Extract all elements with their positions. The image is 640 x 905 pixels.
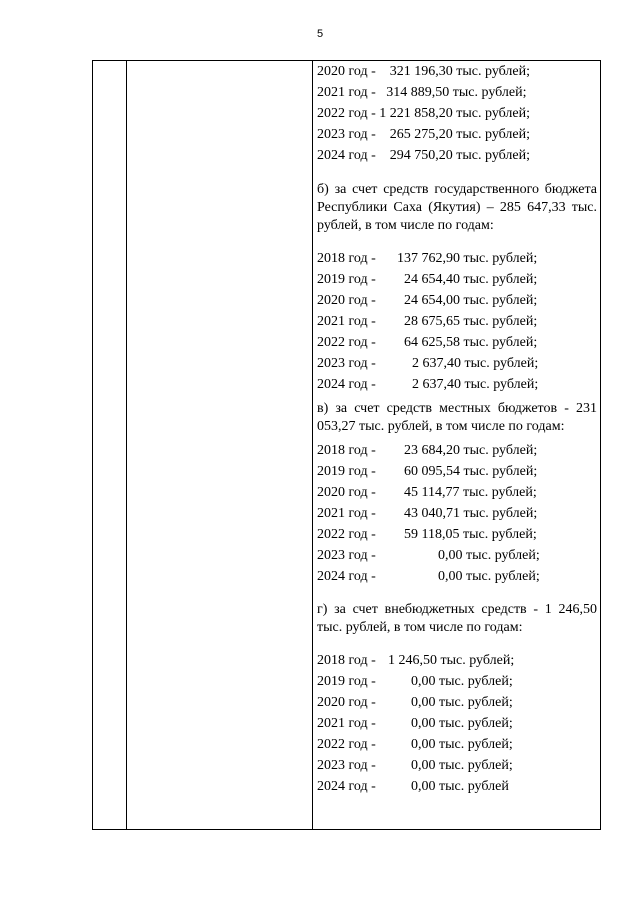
local-budget-years bbox=[317, 440, 597, 587]
year-row bbox=[317, 353, 597, 374]
year-label: 2022 год - bbox=[317, 737, 376, 752]
amount-value: 0,00 тыс. рублей; bbox=[411, 758, 513, 773]
year-row bbox=[317, 755, 597, 776]
column-divider-2 bbox=[312, 61, 313, 829]
amount-value: 2 637,40 тыс. рублей; bbox=[412, 377, 539, 392]
year-label: 2020 год - bbox=[317, 293, 376, 308]
year-label: 2018 год - bbox=[317, 251, 376, 266]
extrabudgetary-years bbox=[317, 650, 597, 797]
amount-value: 60 095,54 тыс. рублей; bbox=[404, 464, 538, 479]
year-label: 2019 год - bbox=[317, 464, 376, 479]
paragraph-extrabudgetary: г) за счет внебюджетных средств - 1 246,50 тыс. рублей, в том числе по годам: bbox=[317, 602, 597, 635]
year-row bbox=[317, 503, 597, 524]
funding-table bbox=[92, 60, 601, 830]
year-row bbox=[317, 311, 597, 332]
year-row bbox=[317, 440, 597, 461]
year-label: 2019 год - bbox=[317, 272, 376, 287]
year-label: 2021 год - bbox=[317, 506, 376, 521]
amount-value: 0,00 тыс. рублей bbox=[411, 779, 509, 794]
paragraph-local-budgets: в) за счет средств местных бюджетов - 231 053,27 тыс. рублей, в том числе по годам: bbox=[317, 401, 597, 434]
amount-value: 45 114,77 тыс. рублей; bbox=[404, 485, 537, 500]
year-row bbox=[317, 461, 597, 482]
amount-value: 59 118,05 тыс. рублей; bbox=[404, 527, 537, 542]
page-number: 5 bbox=[316, 28, 324, 40]
amount-value: 28 675,65 тыс. рублей; bbox=[404, 314, 538, 329]
year-row bbox=[317, 332, 597, 353]
year-row bbox=[317, 692, 597, 713]
amount-value: 0,00 тыс. рублей; bbox=[438, 548, 540, 563]
state-budget-years bbox=[317, 248, 597, 395]
amount-value: 1 246,50 тыс. рублей; bbox=[388, 653, 515, 668]
amount-value: 24 654,00 тыс. рублей; bbox=[404, 293, 538, 308]
year-row bbox=[317, 248, 597, 269]
funding-cell bbox=[317, 61, 597, 797]
amount-value: 0,00 тыс. рублей; bbox=[438, 569, 540, 584]
year-label: 2021 год - bbox=[317, 716, 376, 731]
year-label: 2023 год - bbox=[317, 758, 376, 773]
year-row bbox=[317, 290, 597, 311]
year-label: 2024 год - bbox=[317, 779, 376, 794]
year-label: 2021 год - bbox=[317, 314, 376, 329]
year-label: 2020 год - bbox=[317, 695, 376, 710]
amount-value: 0,00 тыс. рублей; bbox=[411, 737, 513, 752]
year-row bbox=[317, 650, 597, 671]
amount-value: 64 625,58 тыс. рублей; bbox=[404, 335, 538, 350]
year-row bbox=[317, 482, 597, 503]
amount-value: 0,00 тыс. рублей; bbox=[411, 674, 513, 689]
year-label: 2022 год - bbox=[317, 527, 376, 542]
year-label: 2023 год - bbox=[317, 356, 376, 371]
year-label: 2022 год - bbox=[317, 335, 376, 350]
year-row bbox=[317, 776, 597, 797]
year-row bbox=[317, 671, 597, 692]
year-row bbox=[317, 269, 597, 290]
year-label: 2024 год - bbox=[317, 569, 376, 584]
year-row bbox=[317, 524, 597, 545]
year-row bbox=[317, 566, 597, 587]
year-label: 2020 год - bbox=[317, 485, 376, 500]
year-row bbox=[317, 713, 597, 734]
year-label: 2023 год - bbox=[317, 548, 376, 563]
column-divider-1 bbox=[126, 61, 127, 829]
paragraph-state-budget: б) за счет средств государственного бюджета Республики Саха (Якутия) – 285 647,33 тыс. рублей, в том числе по годам: bbox=[317, 182, 597, 233]
amount-value: 0,00 тыс. рублей; bbox=[411, 716, 513, 731]
year-label: 2024 год - bbox=[317, 377, 376, 392]
amount-value: 137 762,90 тыс. рублей; bbox=[397, 251, 538, 266]
amount-value: 24 654,40 тыс. рублей; bbox=[404, 272, 538, 287]
year-label: 2019 год - bbox=[317, 674, 376, 689]
year-row bbox=[317, 734, 597, 755]
year-row: 2022 год - 1 221 858,20 тыс. рублей; bbox=[317, 106, 531, 121]
year-row bbox=[317, 545, 597, 566]
amount-value: 43 040,71 тыс. рублей; bbox=[404, 506, 538, 521]
year-row: 2021 год - 314 889,50 тыс. рублей; bbox=[317, 85, 527, 100]
year-row: 2020 год - 321 196,30 тыс. рублей; bbox=[317, 64, 531, 79]
year-row bbox=[317, 374, 597, 395]
federal-budget-years bbox=[317, 61, 597, 166]
amount-value: 23 684,20 тыс. рублей; bbox=[404, 443, 538, 458]
year-row: 2024 год - 294 750,20 тыс. рублей; bbox=[317, 148, 531, 163]
year-label: 2018 год - bbox=[317, 443, 376, 458]
amount-value: 0,00 тыс. рублей; bbox=[411, 695, 513, 710]
year-row: 2023 год - 265 275,20 тыс. рублей; bbox=[317, 127, 531, 142]
amount-value: 2 637,40 тыс. рублей; bbox=[412, 356, 539, 371]
year-label: 2018 год - bbox=[317, 653, 376, 668]
